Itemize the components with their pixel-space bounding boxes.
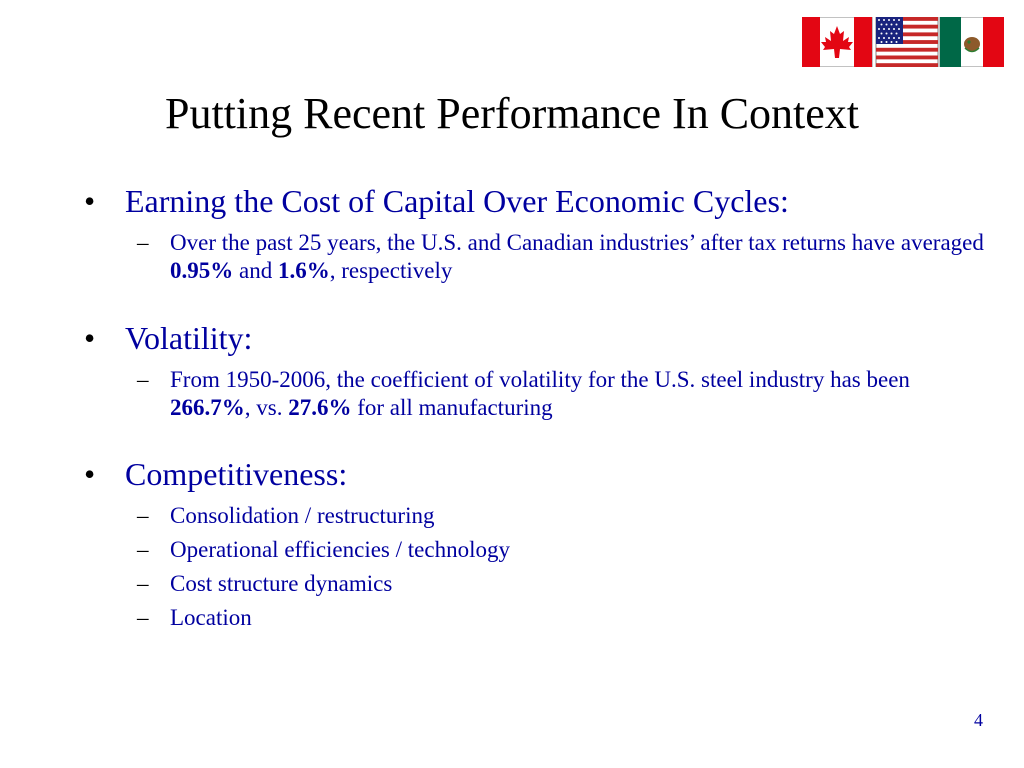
text-run: and [233,258,278,283]
dash-marker: – [137,503,149,528]
text-run: Over the past 25 years, the U.S. and Canadian industries’ after tax returns have averaged [170,230,984,255]
bold-value: 1.6% [277,258,330,283]
text-run: From 1950-2006, the coefficient of volatility for the U.S. steel industry has been [170,367,910,392]
bullet-heading: Volatility: [125,320,253,356]
slide-title: Putting Recent Performance In Context [164,89,860,138]
dash-marker: – [137,605,149,630]
text-run: , vs. [244,395,289,420]
bullet-marker: • [84,320,96,356]
dash-marker: – [137,537,149,562]
bold-value: 0.95% [170,258,234,283]
bullet-marker: • [84,183,96,219]
north-america-flags [802,17,1004,67]
mexico-flag-icon [940,17,1004,67]
dash-marker: – [137,571,149,596]
page-number: 4 [974,710,983,730]
sub-bullet-text: Operational efficiencies / technology [170,537,510,562]
bullet-heading: Competitiveness: [125,456,348,492]
dash-marker: – [137,367,149,392]
text-run: for all manufacturing [351,395,553,420]
sub-bullet-text: Consolidation / restructuring [170,503,435,528]
text-run: , respectively [329,258,453,283]
bullet-heading: Earning the Cost of Capital Over Economic Cycles: [125,183,789,219]
usa-flag-icon [876,17,938,67]
sub-bullet-text [170,229,990,285]
bold-value: 27.6% [288,395,352,420]
sub-bullet-text [170,366,990,422]
bullet-marker: • [84,456,96,492]
sub-bullet-text: Location [170,605,252,630]
bold-value: 266.7% [170,395,245,420]
canada-flag-icon [802,17,872,67]
dash-marker: – [137,230,149,255]
sub-bullet-text: Cost structure dynamics [170,571,393,596]
